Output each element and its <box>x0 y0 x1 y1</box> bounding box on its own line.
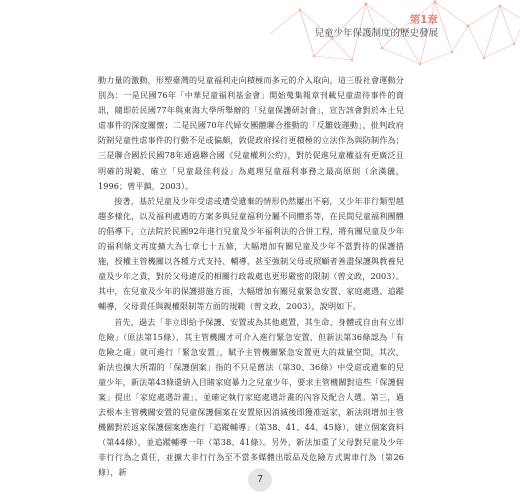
running-header <box>314 14 438 40</box>
body-text <box>98 73 404 481</box>
header-title: 兒童少年保護制度的歷史發展 <box>314 28 438 39</box>
paragraph: 首先，過去「非立即給予保護、安置或為其他處置，其生命、身體或自由有立即危險」（原法第15條），其主管機關才可介入進行緊急安置，但新法第36條認為「有危險之虞」就可進行「緊急安置」，賦予主管機關緊急安置更大的裁量空間，其次，新法也擴大所謂的「保護個案」指的不只是舊法（第30、36條）中受虐或遺棄的兒童少年，新法第43條還納入目睹家庭暴力之兒童少年，要求主管機關對這些「保護個案」提出「家庭處遇計畫」，並確定執行家庭處遇計畫的內容及配合人選。第三，過去根本主管機關安置的兒童保護個案在安置原因消滅後即獲准返家，新法則增加主管機關對於返家保護個案應進行「追蹤輔導」（第38、41、44、45條），建立個案資料（第44條），並追蹤輔導一年（第38、41條）。另外，新法加重了父母對兒童及少年非行行為之責任，並擴大非行行為至不當多媒體出版品及危險方式駕車行為（第26條），新 <box>98 316 404 478</box>
chapter-label <box>314 14 438 27</box>
paragraph: 動力量的激動，形塑臺灣的兒童福利走向積極而多元的介入取向，這三股社會運動分別為：一是民國76年「中華兒童福利基金會」開始蒐集報章刊載兒童虐待事件的資訊，隨即於民國77年與東海大學所舉辦的「兒童保護研討會」，宣告該會對於本土兒虐事件的深度關懷；二是民國70年代婦女團體聯合推動的「反雛妓運動」，批判政府防制兒童性虐事件的行動不足或偏頗，敦促政府採行更積極的立法作為與防制作為；三是聯合國於民國78年通過聯合國《兒童權利公約》，對於促進兒童權益有更廣泛且明確的規範，確立「兒童最佳利益」為處理兒童福利事務之最高原則（余漢儀，1996；曾平鎮，2003）。 <box>98 75 404 191</box>
paragraph: 接著，基於兒童及少年受虐或遭受遺棄的情形仍然屢出不窮，又少年非行類型越趨多樣化，以及福利處遇的方案多與兒童福利分屬不同體系等，在民間兒童福利團體的倡導下，立法院於民國92年進行兒童及少年福利法的合併工程，將有關兒童及少年的福利條文再度擴大為七章七十五條，大幅增加有關兒童及少年不當對待的保護措施，授權主管機關以各種方式支持、輔導，甚至強制父母或照顧者善盡保護與教養兒童及少年之責，對於父母違反的相關行政裁處也更形嚴密的限制（曾文政，2003）。其中，在兒童及少年的保護措施方面，大幅增加有關兒童緊急安置、家庭處遇、追蹤輔導，父母責任與親權限制等方面的規範（曾文政，2003），說明如下。 <box>98 195 404 312</box>
chapter-number: 第1章 <box>409 14 438 26</box>
page-number: 7 <box>248 468 272 492</box>
